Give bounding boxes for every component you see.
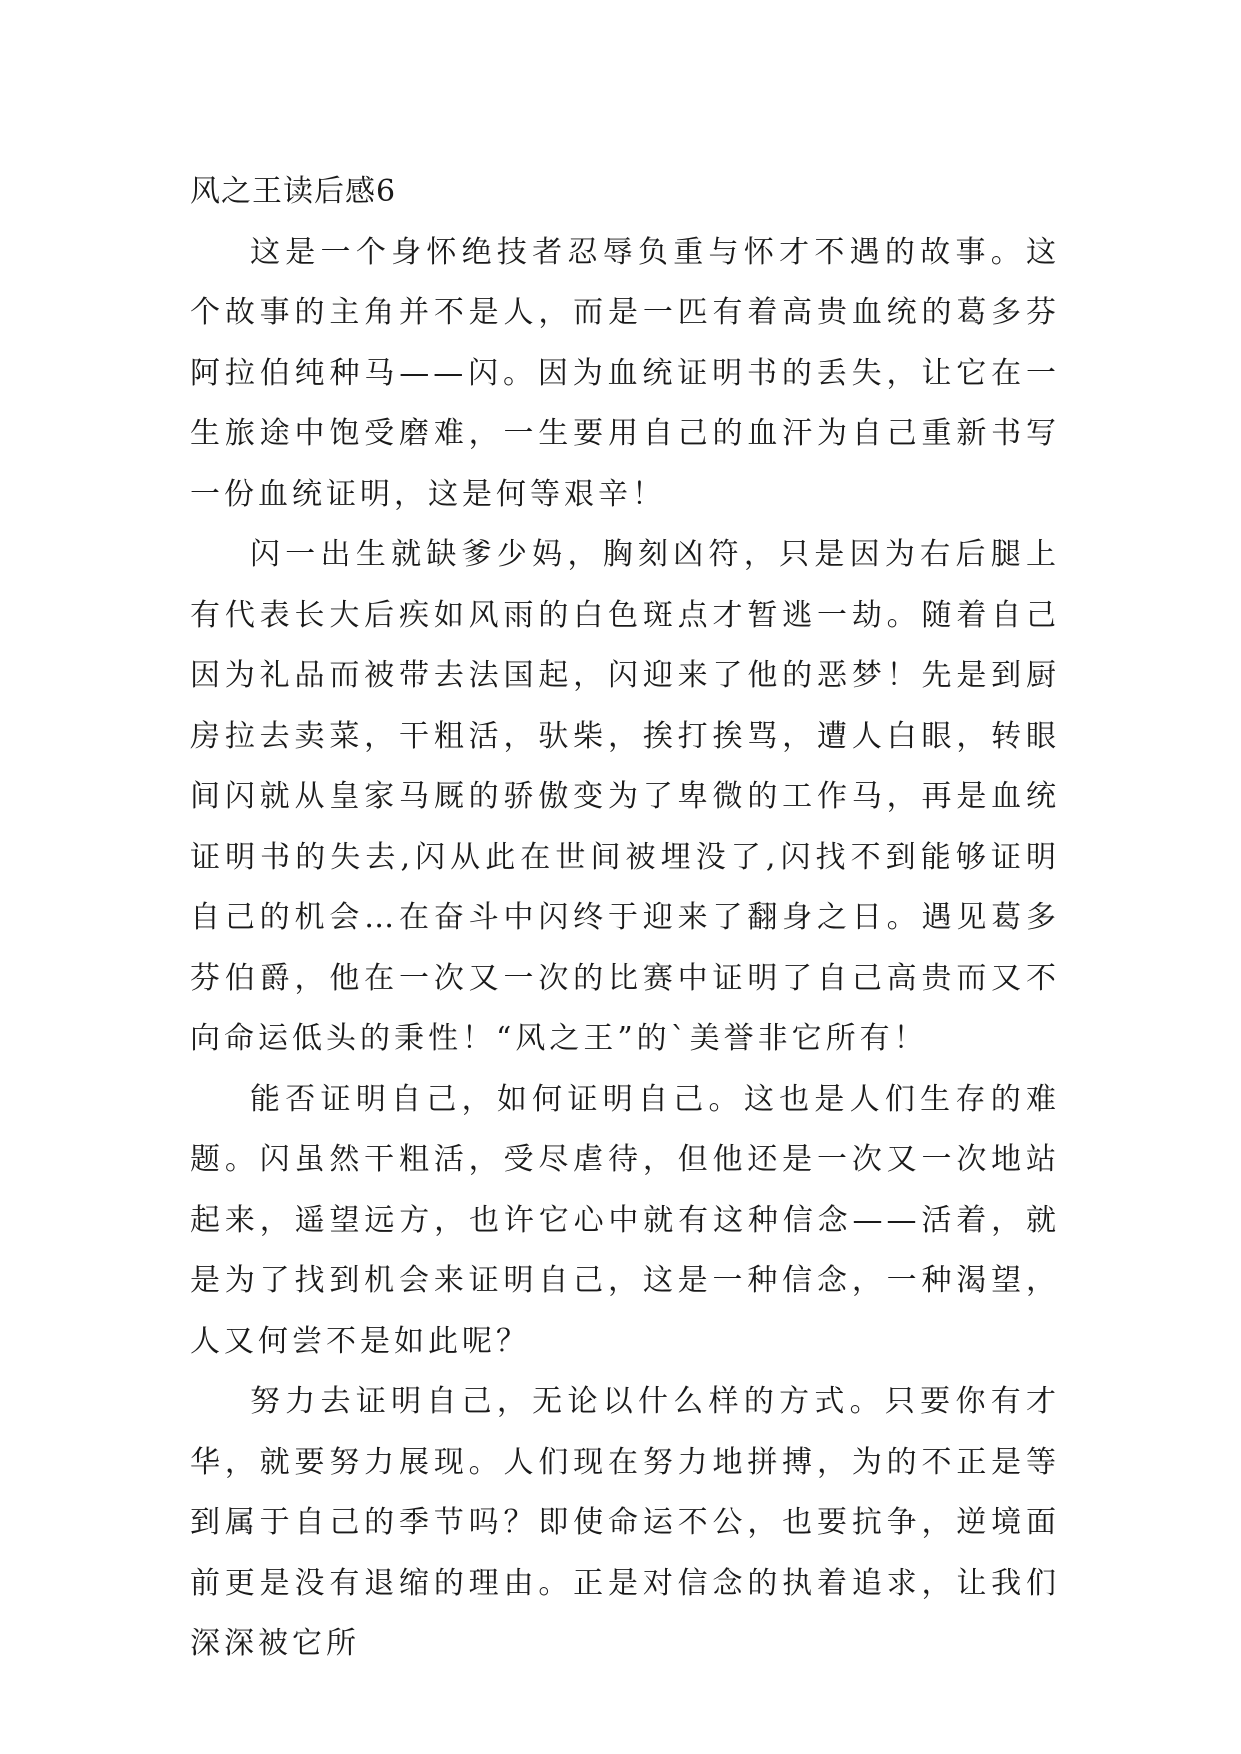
paragraph-1: 这是一个身怀绝技者忍辱负重与怀才不遇的故事。这个故事的主角并不是人，而是一匹有着高贵血统的葛多芬阿拉伯纯种马——闪。因为血统证明书的丢失，让它在一生旅途中饱受磨难，一生要用自己的血汗为自己重新书写一份血统证明，这是何等艰辛！ xyxy=(190,234,1060,512)
document-title: 风之王读后感6 xyxy=(190,174,397,209)
paragraph-2: 闪一出生就缺爹少妈，胸刻凶符，只是因为右后腿上有代表长大后疾如风雨的白色斑点才暂逃一劫。随着自己因为礼品而被带去法国起，闪迎来了他的恶梦！先是到厨房拉去卖菜，干粗活，驮柴，挨打挨骂，遭人白眼，转眼间闪就从皇家马厩的骄傲变为了卑微的工作马，再是血统证明书的失去,闪从此在世间被埋没了,闪找不到能够证明自己的机会…在奋斗中闪终于迎来了翻身之日。遇见葛多芬伯爵，他在一次又一次的比赛中证明了自己高贵而又不向命运低头的秉性！“风之王”的`美誉非它所有！ xyxy=(190,537,1060,1056)
paragraph-4: 努力去证明自己，无论以什么样的方式。只要你有才华，就要努力展现。人们现在努力地拼搏，为的不正是等到属于自己的季节吗？即使命运不公，也要抗争，逆境面前更是没有退缩的理由。正是对信念的执着追求，让我们深深被它所 xyxy=(190,1384,1060,1661)
paragraph-3: 能否证明自己，如何证明自己。这也是人们生存的难题。闪虽然干粗活，受尽虐待，但他还是一次又一次地站起来，遥望远方，也许它心中就有这种信念——活着，就是为了找到机会来证明自己，这是一种信念，一种渴望，人又何尝不是如此呢？ xyxy=(190,1081,1060,1359)
document-body xyxy=(190,162,1060,1675)
